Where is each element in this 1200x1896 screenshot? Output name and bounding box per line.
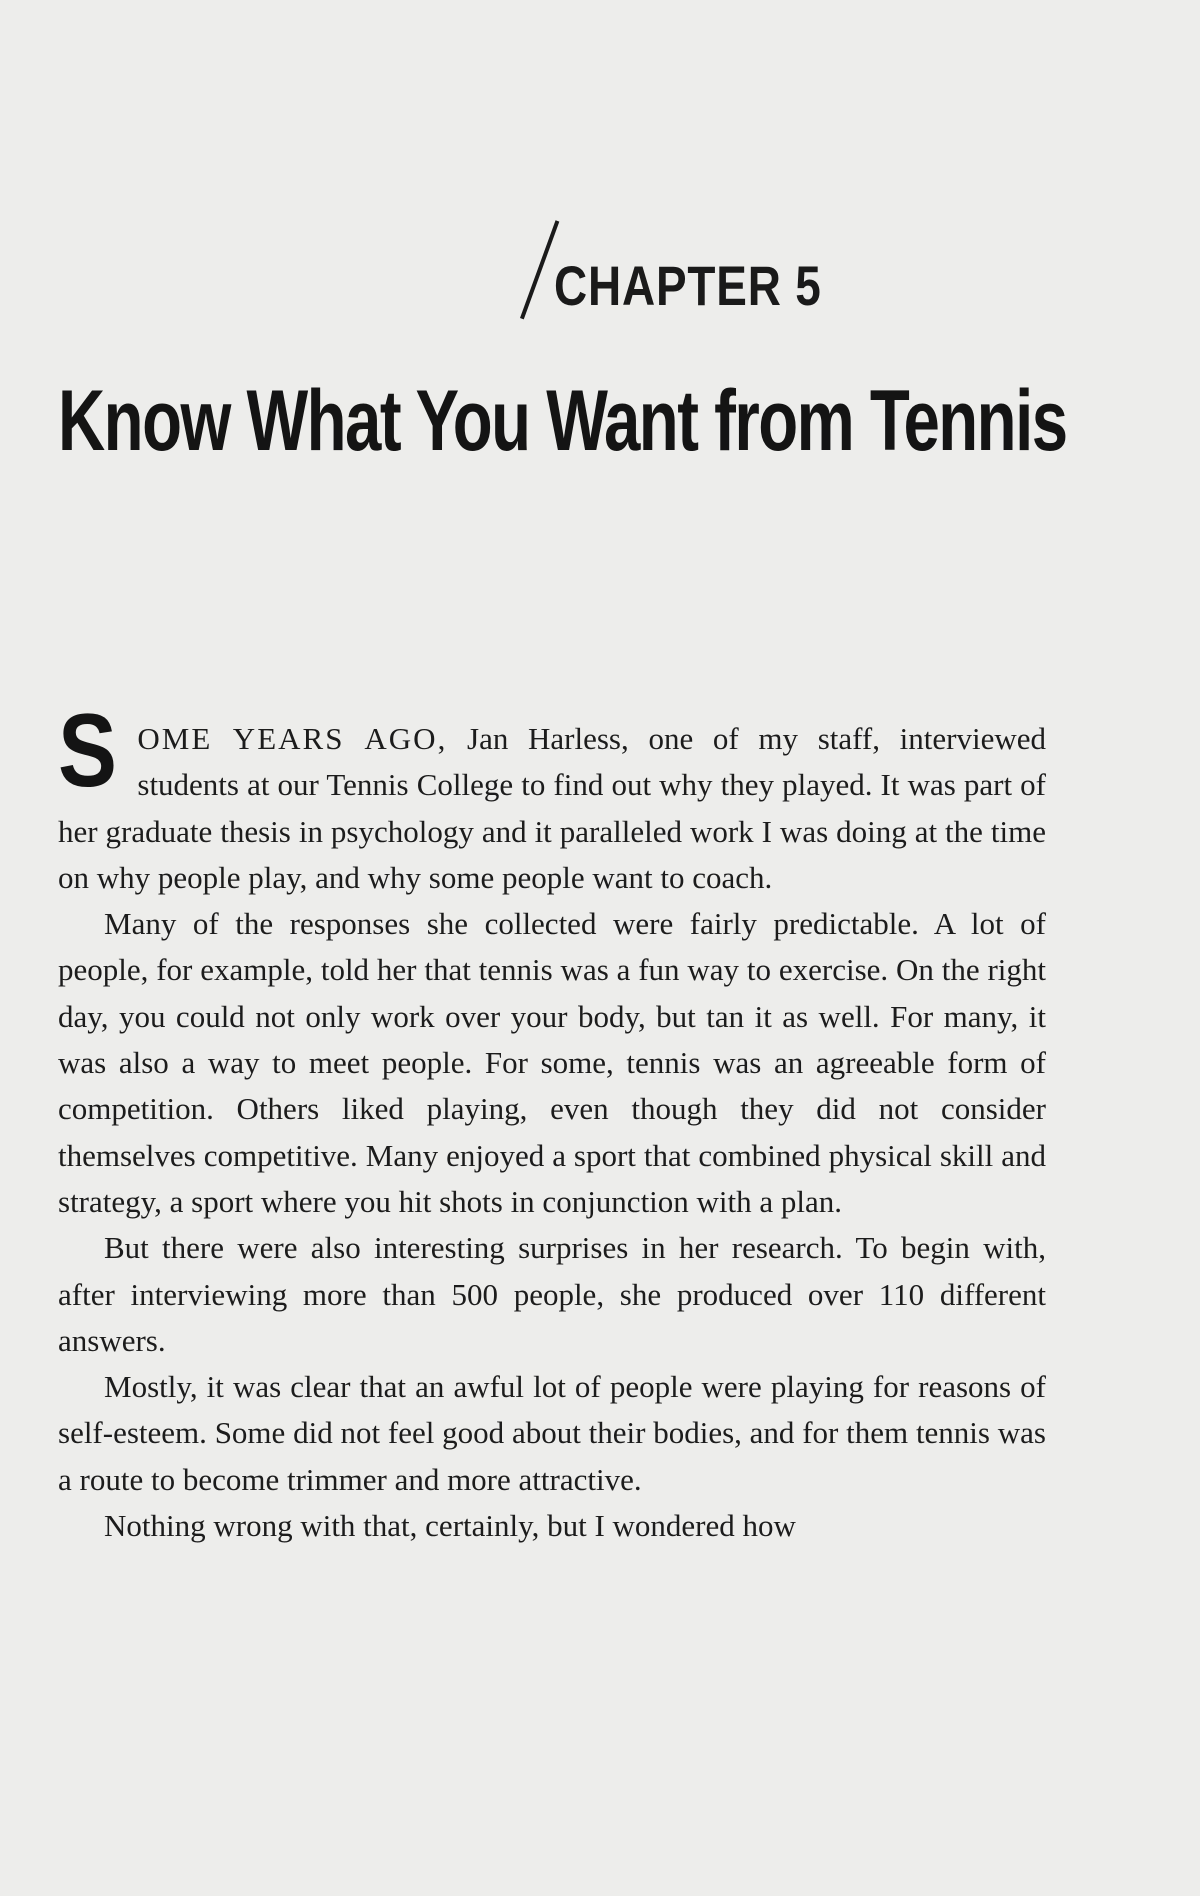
chapter-label — [520, 210, 880, 317]
drop-cap: S — [58, 693, 117, 809]
opening-paragraph — [58, 693, 1046, 901]
show-through-text — [58, 90, 1048, 182]
paragraph: Nothing wrong with that, certainly, but I wondered how — [104, 1508, 796, 1544]
paragraph: But there were also interesting surprises in her research. To begin with, after interviewing more than 500 people, she produced over 110 different answers. — [58, 1230, 1046, 1358]
paragraph: Many of the responses she collected were fairly predictable. A lot of people, for example, told her that tennis was a fun way to exercise. On the right day, you could not only work over your body, but tan it as well. For many, it was also a way to meet people. For some, tennis was an agreeable form of competition. Others liked playing, even though they did not consider themselves competitive. Many enjoyed a sport that combined physical skill and strategy, a sport where you hit shots in conjunction with a plan. — [58, 906, 1046, 1219]
opening-rest: Jan Harless, one of my staff, interviewed students at our Tennis College to find out why they played. It was part of her graduate thesis in psychology and it paralleled work I was doing at the time on why people play, and why some people want to coach. — [58, 721, 1046, 895]
chapter-number: CHAPTER 5 — [554, 254, 822, 317]
paragraph: Mostly, it was clear that an awful lot of people were playing for reasons of self-esteem. Some did not feel good about their bodies, and for them tennis was a route to become trimmer and more attractive. — [58, 1369, 1046, 1497]
body-text — [58, 693, 1046, 1549]
opening-small-caps: OME YEARS AGO, — [137, 721, 448, 756]
chapter-title: Know What You Want from Tennis — [58, 373, 1067, 469]
